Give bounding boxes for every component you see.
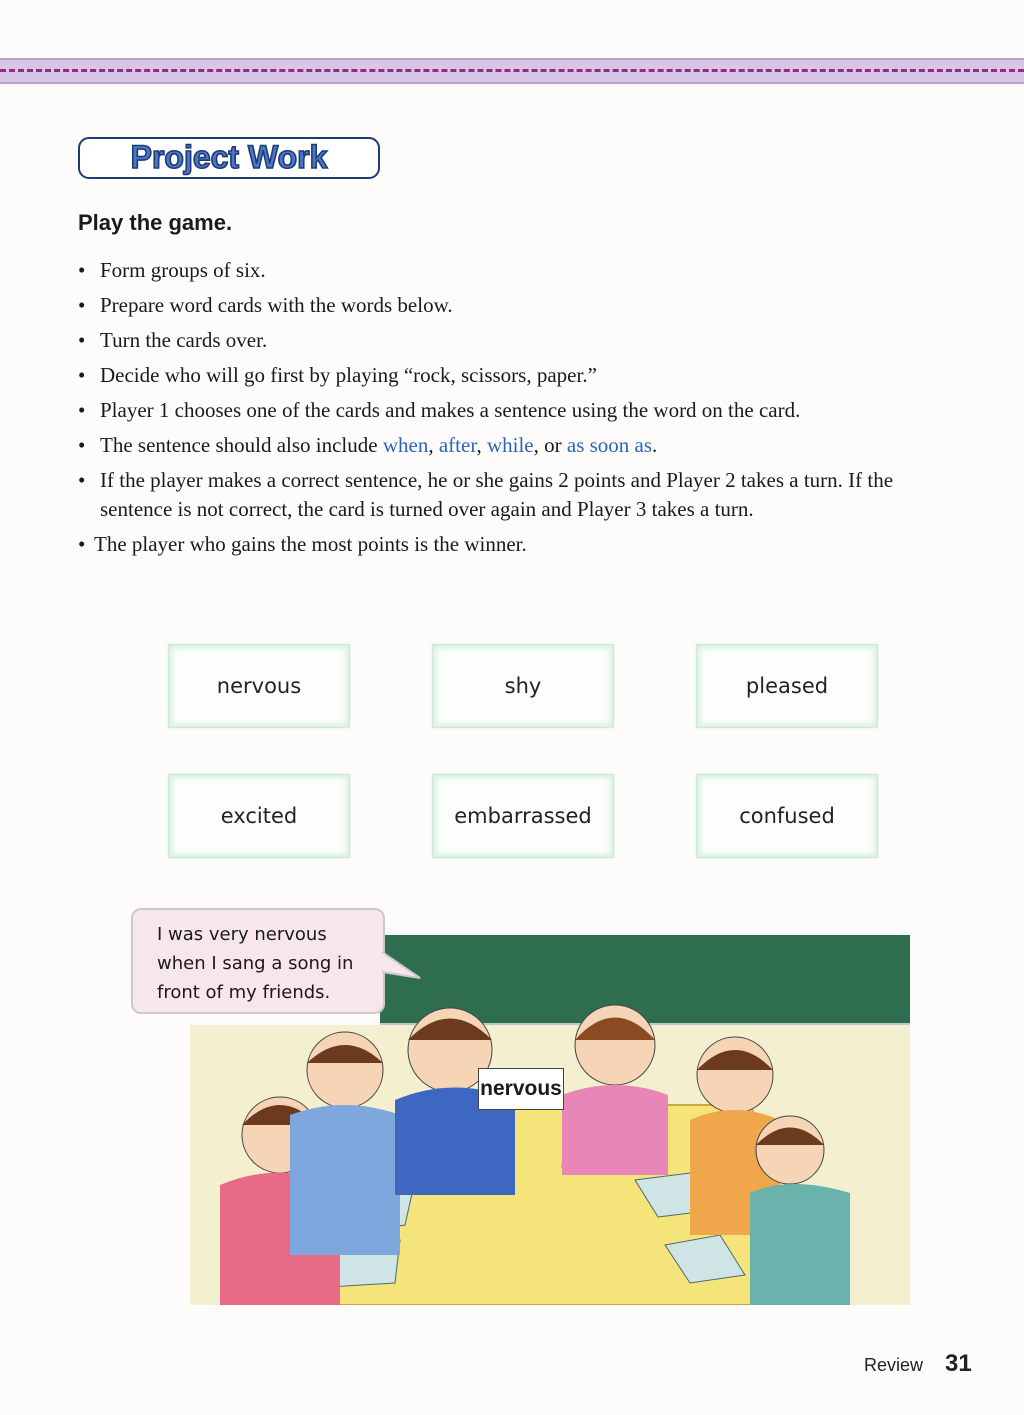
rule-item: • Turn the cards over. bbox=[78, 326, 928, 355]
held-word-card: nervous bbox=[478, 1068, 564, 1110]
rule-item: • Decide who will go first by playing “rock, scissors, paper.” bbox=[78, 361, 928, 390]
instruction-heading: Play the game. bbox=[78, 210, 233, 235]
speech-bubble bbox=[131, 908, 385, 1014]
speech-line: when I sang a song in bbox=[157, 953, 354, 974]
word-card-shy: shy bbox=[432, 644, 614, 728]
rule-item: • The sentence should also include when, after, while, or as soon as. bbox=[78, 431, 928, 460]
word-card-confused: confused bbox=[696, 774, 878, 858]
word-card-pleased: pleased bbox=[696, 644, 878, 728]
word-card-embarrassed: embarrassed bbox=[432, 774, 614, 858]
word-card-excited: excited bbox=[168, 774, 350, 858]
keyword-when: when bbox=[382, 433, 429, 457]
keyword-while: while bbox=[486, 433, 534, 457]
decorative-top-band bbox=[0, 58, 1024, 84]
section-title: Project Work bbox=[130, 139, 328, 175]
keyword-after: after bbox=[438, 433, 477, 457]
word-card-nervous: nervous bbox=[168, 644, 350, 728]
rule-item: • Prepare word cards with the words below. bbox=[78, 291, 928, 320]
footer-section-label: Review bbox=[864, 1355, 924, 1375]
rule-item: • If the player makes a correct sentence, he or she gains 2 points and Player 2 takes a turn. If the sentence is not correct, the card is turned over again and Player 3 takes a turn. bbox=[78, 466, 928, 524]
speech-bubble-tail bbox=[382, 950, 422, 980]
rules-list bbox=[78, 256, 928, 565]
section-title-badge bbox=[78, 136, 380, 180]
rule-item: • Player 1 chooses one of the cards and makes a sentence using the word on the card. bbox=[78, 396, 928, 425]
page-number: 31 bbox=[945, 1350, 972, 1377]
rule-item: • The player who gains the most points is the winner. bbox=[78, 530, 928, 559]
keyword-as-soon-as: as soon as bbox=[566, 433, 653, 457]
rule-item: • Form groups of six. bbox=[78, 256, 928, 285]
speech-line: front of my friends. bbox=[157, 982, 331, 1003]
speech-line: I was very nervous bbox=[157, 924, 327, 945]
